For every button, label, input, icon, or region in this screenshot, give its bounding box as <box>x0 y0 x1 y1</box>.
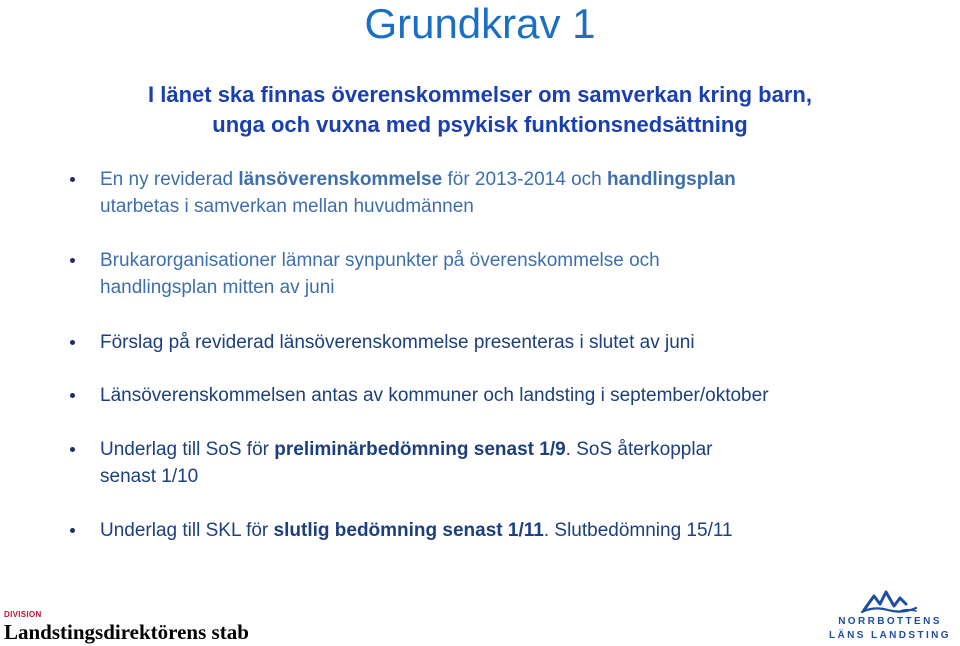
bullet-item-adoption <box>100 382 910 409</box>
subtitle-line-2: unga och vuxna med psykisk funktionsnedsättning <box>212 112 748 137</box>
bullet-bold-text: handlingsplan <box>607 169 736 190</box>
bullet-item-proposal <box>100 329 910 356</box>
bullet-text: för 2013-2014 och <box>442 169 607 190</box>
bullet-text: . Slutbedömning 15/11 <box>543 520 733 541</box>
bullet-text: Underlag till SoS för <box>100 439 275 460</box>
division-name: Landstingsdirektörens stab <box>4 620 249 644</box>
bullet-item-skl <box>100 517 910 544</box>
bullet-item-user-organisations <box>100 247 910 301</box>
bullet-text: Brukarorganisationer lämnar synpunkter på överenskommelse och <box>100 250 660 271</box>
bullet-bold-text: slutlig bedömning senast 1/11 <box>273 520 544 541</box>
bullet-text: Länsöverenskommelsen antas av kommuner och landsting i september/oktober <box>100 385 769 406</box>
norrbotten-logo <box>822 588 958 644</box>
slide-title: Grundkrav 1 <box>364 0 596 47</box>
bullet-item-sos <box>100 436 910 490</box>
bullet-text: . SoS återkopplar <box>565 439 713 460</box>
subtitle-line-1: I länet ska finnas överenskommelser om samverkan kring barn, <box>148 82 812 107</box>
logo-text-line-1: NORRBOTTENS <box>838 616 942 627</box>
logo-text-line-2: LÄNS LANDSTING <box>829 630 951 641</box>
division-label: DIVISION <box>4 610 42 619</box>
bullet-text: utarbetas i samverkan mellan huvudmännen <box>100 196 474 217</box>
bullet-text: En ny reviderad <box>100 169 239 190</box>
bullet-text: Förslag på reviderad länsöverenskommelse presenteras i slutet av juni <box>100 332 695 353</box>
bullet-text: senast 1/10 <box>100 466 199 487</box>
bullet-bold-text: preliminärbedömning senast 1/9 <box>274 439 566 460</box>
norrbotten-logo-icon <box>860 588 918 614</box>
bullet-item-agreement <box>100 166 910 220</box>
division-block <box>4 610 249 644</box>
bullet-bold-text: länsöverenskommelse <box>238 169 443 190</box>
bullet-text: handlingsplan mitten av juni <box>100 277 335 298</box>
bullet-text: Underlag till SKL för <box>100 520 274 541</box>
